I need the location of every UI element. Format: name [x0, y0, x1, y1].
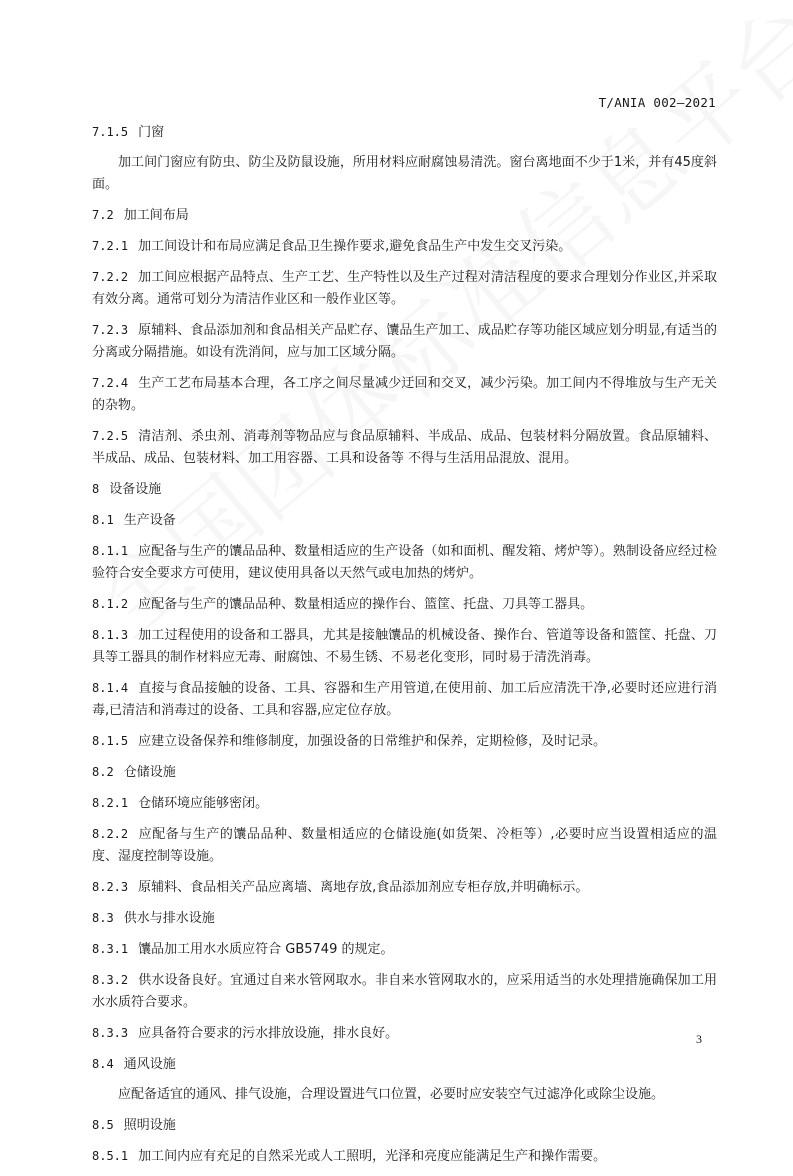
document-code: T/ANIA 002—2021	[598, 95, 716, 110]
clause-number: 8.4	[92, 1057, 114, 1071]
clause-paragraph	[92, 319, 717, 364]
clause-number: 7.2	[92, 208, 114, 222]
clause-text: 加工间门窗应有防虫、防尘及防鼠设施，所用材料应耐腐蚀易清洗。窗台离地面不少于1米，并有45度斜面。	[92, 155, 717, 192]
clause-paragraph	[92, 938, 717, 961]
clause-number: 7.2.5	[92, 429, 129, 443]
clause-number: 8.5.1	[92, 1149, 129, 1163]
clause-number: 8.1.1	[92, 544, 129, 558]
clause-paragraph	[92, 792, 717, 815]
clause-number: 8.1	[92, 513, 114, 527]
clause-number: 8.3.1	[92, 942, 129, 956]
clause-text: 供水设备良好。宜通过自来水管网取水。非自来水管网取水的，应采用适当的水处理措施确保加工用水水质符合要求。	[92, 973, 717, 1010]
clause-number: 8.3	[92, 911, 114, 925]
clause-text: 加工间内应有充足的自然采光或人工照明，光泽和亮度应能满足生产和操作需要。	[138, 1149, 607, 1164]
clause-paragraph	[92, 876, 717, 899]
clause-number: 8.1.2	[92, 597, 129, 611]
clause-number: 8.2.2	[92, 827, 129, 841]
page-number: 3	[696, 1032, 702, 1046]
heading-text: 仓储设施	[123, 765, 176, 780]
clause-number: 7.1.5	[92, 125, 129, 139]
section-heading	[92, 761, 717, 784]
clause-paragraph	[92, 152, 717, 196]
clause-text: 应配备与生产的馕品品种、数量相适应的仓储设施(如货架、冷柜等）,必要时应当设置相适应的温度、湿度控制等设施。	[92, 827, 717, 864]
clause-text: 应配备适宜的通风、排气设施，合理设置进气口位置，必要时应安装空气过滤净化或除尘设施。	[118, 1087, 665, 1102]
clause-number: 8	[92, 482, 100, 496]
clause-paragraph	[92, 235, 717, 258]
clause-paragraph	[92, 969, 717, 1014]
clause-number: 8.3.2	[92, 973, 129, 987]
clause-number: 7.2.2	[92, 270, 129, 284]
clause-number: 8.1.5	[92, 734, 129, 748]
clause-text: 原辅料、食品相关产品应离墙、离地存放,食品添加剂应专柜存放,并明确标示。	[138, 880, 589, 895]
clause-paragraph	[92, 425, 717, 470]
clause-text: 仓储环境应能够密闭。	[138, 796, 269, 811]
clause-number: 7.2.3	[92, 323, 129, 337]
clause-number: 8.2	[92, 765, 114, 779]
document-body	[92, 121, 717, 1176]
clause-paragraph	[92, 540, 717, 585]
section-heading	[92, 509, 717, 532]
section-heading	[92, 204, 717, 227]
clause-text: 应配备与生产的馕品品种、数量相适应的操作台、篮筐、托盘、刀具等工器具。	[138, 597, 594, 612]
heading-text: 照明设施	[123, 1118, 176, 1133]
heading-text: 生产设备	[123, 513, 176, 528]
clause-text: 加工间应根据产品特点、生产工艺、生产特性以及生产过程对清洁程度的要求合理划分作业区,并采取有效分离。通常可划分为清洁作业区和一般作业区等。	[92, 270, 717, 307]
clause-text: 加工过程使用的设备和工器具，尤其是接触馕品的机械设备、操作台、管道等设备和篮筐、托盘、刀具等工器具的制作材料应无毒、耐腐蚀、不易生锈、不易老化变形，同时易于清洗消毒。	[92, 628, 717, 665]
clause-paragraph	[92, 1084, 717, 1106]
section-heading	[92, 1053, 717, 1076]
section-heading	[92, 1114, 717, 1137]
clause-text: 直接与食品接触的设备、工具、容器和生产用管道,在使用前、加工后应清洗干净,必要时还应进行消毒,已清洁和消毒过的设备、工具和容器,应定位存放。	[92, 681, 717, 718]
heading-text: 门窗	[138, 125, 165, 140]
clause-paragraph	[92, 624, 717, 669]
clause-text: 加工间设计和布局应满足食品卫生操作要求,避免食品生产中发生交叉污染。	[138, 239, 572, 254]
clause-number: 8.2.3	[92, 880, 129, 894]
clause-number: 7.2.1	[92, 239, 129, 253]
clause-paragraph	[92, 372, 717, 417]
clause-text: 生产工艺布局基本合理，各工序之间尽量减少迂回和交叉，减少污染。加工间内不得堆放与生产无关的杂物。	[92, 376, 717, 413]
clause-number: 7.2.4	[92, 376, 129, 390]
heading-text: 设备设施	[109, 482, 162, 497]
heading-text: 供水与排水设施	[123, 911, 215, 926]
section-heading	[92, 478, 717, 501]
clause-text: 应具备符合要求的污水排放设施，排水良好。	[138, 1026, 399, 1041]
clause-number: 8.3.3	[92, 1026, 129, 1040]
clause-text: 应配备与生产的馕品品种、数量相适应的生产设备（如和面机、醒发箱、烤炉等）。熟制设备应经过检验符合安全要求方可使用，建议使用具备以天然气或电加热的烤炉。	[92, 544, 717, 581]
clause-text: 原辅料、食品添加剂和食品相关产品贮存、馕品生产加工、成品贮存等功能区域应划分明显,有适当的分离或分隔措施。如设有洗消间，应与加工区域分隔。	[92, 323, 717, 360]
clause-text: 清洁剂、杀虫剂、消毒剂等物品应与食品原辅料、半成品、成品、包装材料分隔放置。食品原辅料、半成品、成品、包装材料、加工用容器、工具和设备等 不得与生活用品混放、混用。	[92, 429, 717, 466]
clause-number: 8.5	[92, 1118, 114, 1132]
clause-paragraph	[92, 677, 717, 722]
clause-paragraph	[92, 1022, 717, 1045]
clause-paragraph	[92, 823, 717, 868]
clause-number: 8.1.4	[92, 681, 129, 695]
clause-paragraph	[92, 730, 717, 753]
clause-number: 8.1.3	[92, 628, 129, 642]
clause-paragraph	[92, 1145, 717, 1168]
clause-number: 8.2.1	[92, 796, 129, 810]
clause-text: 馕品加工用水水质应符合 GB5749 的规定。	[138, 942, 394, 957]
heading-text: 通风设施	[123, 1057, 176, 1072]
clause-text: 应建立设备保养和维修制度，加强设备的日常维护和保养，定期检修，及时记录。	[138, 734, 607, 749]
clause-paragraph	[92, 266, 717, 311]
clause-paragraph	[92, 593, 717, 616]
section-heading	[92, 121, 717, 144]
section-heading	[92, 907, 717, 930]
heading-text: 加工间布局	[123, 208, 189, 223]
